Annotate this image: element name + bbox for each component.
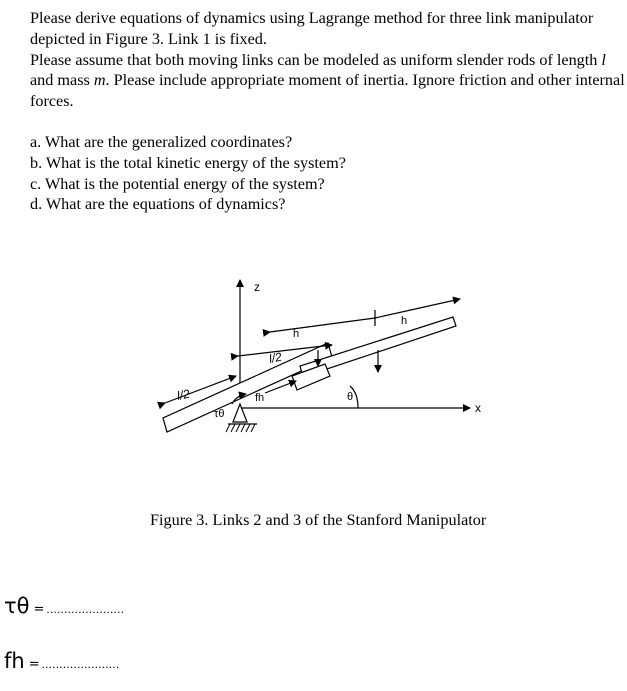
tau-equals: = xyxy=(33,602,45,617)
label-l2-lower: l/2 xyxy=(175,386,192,403)
label-x: x xyxy=(475,401,481,415)
question-a: a. What are the generalized coordinates? xyxy=(30,133,293,151)
label-fh: fh xyxy=(255,392,265,404)
tau-symbol: τθ xyxy=(4,594,30,618)
link-2-rod xyxy=(163,343,332,432)
label-l2-upper: l/2 xyxy=(267,349,284,366)
question-c: c. What is the potential energy of the system? xyxy=(30,174,325,193)
manipulator-figure xyxy=(150,270,480,450)
tau-answer-blank[interactable]: ...................... xyxy=(46,602,125,616)
question-list xyxy=(30,132,346,215)
label-z: z xyxy=(254,280,260,294)
question-d: d. What are the equations of dynamics? xyxy=(30,195,286,214)
dim-h1 xyxy=(270,318,375,332)
figure-caption: Figure 3. Links 2 and 3 of the Stanford Manipulator xyxy=(150,511,487,529)
fh-symbol: fh xyxy=(4,649,25,673)
fh-equals: = xyxy=(28,657,40,672)
label-h1: h xyxy=(293,328,300,340)
answer-tau xyxy=(4,594,124,618)
label-tau: τθ xyxy=(214,408,225,420)
label-h2: h xyxy=(401,315,408,327)
problem-statement xyxy=(30,8,625,112)
problem-line-1: Please derive equations of dynamics using Lagrange method for three link manipulator depicted in Figure 3. Link 1 is fixed. xyxy=(30,9,594,48)
label-theta: θ xyxy=(347,391,354,403)
question-b: b. What is the total kinetic energy of the system? xyxy=(30,153,346,172)
pivot-support xyxy=(233,404,247,422)
fh-answer-blank[interactable]: ...................... xyxy=(41,657,120,671)
problem-line-2: Please assume that both moving links can be modeled as uniform slender rods of length l and mass m. Please include appropriate moment of inertia. Ignore friction and other internal forces. xyxy=(30,50,625,111)
answer-fh xyxy=(4,649,119,673)
dim-h2 xyxy=(375,299,460,318)
